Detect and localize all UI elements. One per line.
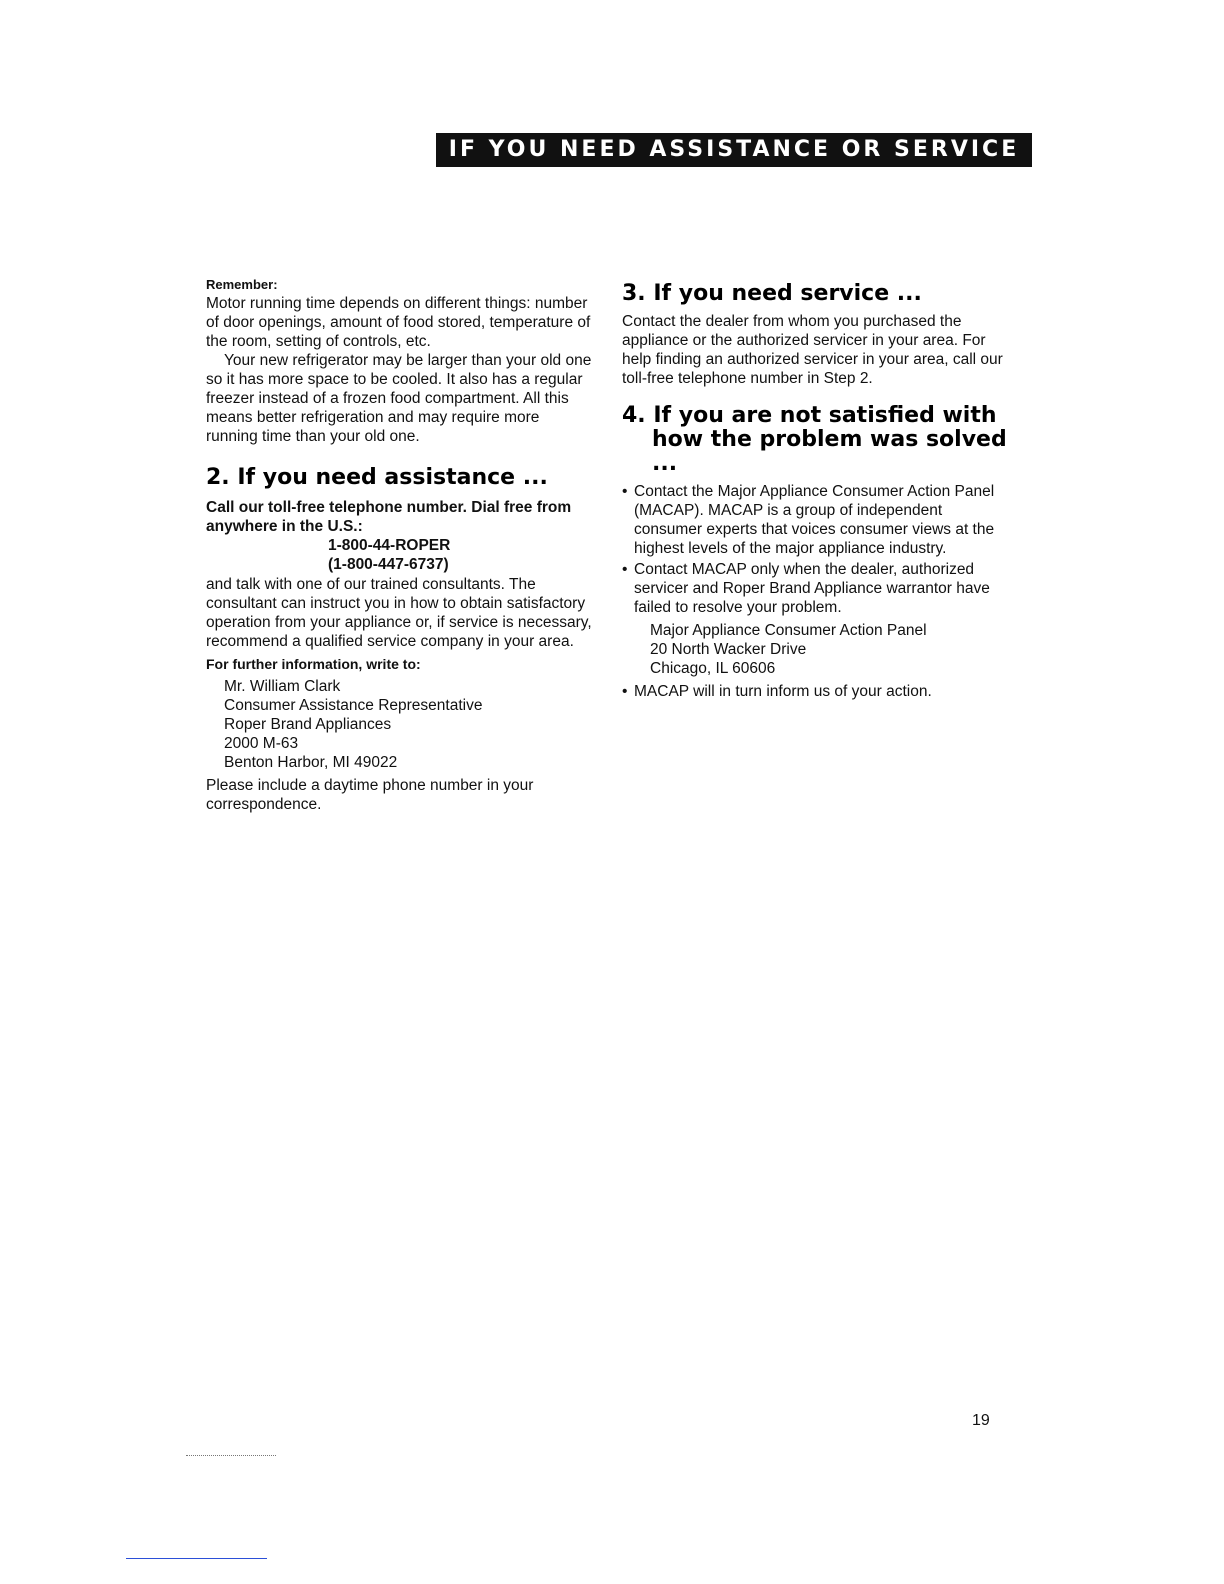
- roper-address: [206, 677, 592, 772]
- phone-number: (1-800-447-6737): [328, 556, 449, 573]
- macap-list: [622, 482, 1012, 617]
- further-info-label: For further information, write to:: [206, 656, 421, 672]
- phone-word: 1-800-44-ROPER: [328, 537, 451, 554]
- heading-need-service: 3. If you need service ...: [622, 281, 922, 306]
- macap-list-end: [622, 682, 1012, 701]
- address-line: Chicago, IL 60606: [650, 660, 776, 677]
- address-line: Consumer Assistance Representative: [224, 697, 483, 714]
- right-column: [622, 282, 1012, 703]
- call-toll-free-text: Call our toll-free telephone number. Dial free from anywhere in the U.S.:: [206, 499, 572, 535]
- list-item: • Contact MACAP only when the dealer, authorized servicer and Roper Brand Appliance warrantor have failed to resolve your problem.: [622, 560, 1012, 617]
- section-banner: IF YOU NEED ASSISTANCE OR SERVICE: [436, 133, 1032, 167]
- scan-artifact-line: [126, 1558, 267, 1559]
- list-item: • Contact the Major Appliance Consumer Action Panel (MACAP). MACAP is a group of independent consumer experts that voices consumer views at the highest levels of the major appliance industry.: [622, 482, 1012, 558]
- address-line: Benton Harbor, MI 49022: [224, 754, 398, 771]
- heading-not-satisfied: 4. If you are not satisfied with how the problem was solved ...: [622, 403, 1007, 476]
- scan-artifact: [186, 1455, 276, 1457]
- address-line: 2000 M-63: [224, 735, 299, 752]
- macap-address: [622, 621, 1012, 678]
- address-line: Mr. William Clark: [224, 678, 341, 695]
- heading-need-assistance: 2. If you need assistance ...: [206, 465, 548, 490]
- daytime-phone-note: Please include a daytime phone number in your correspondence.: [206, 777, 534, 813]
- remember-paragraph-1: Motor running time depends on different things: number of door openings, amount of food stored, temperature of the room, setting of controls, etc.: [206, 295, 591, 350]
- page-number: 19: [972, 1412, 990, 1429]
- address-line: Roper Brand Appliances: [224, 716, 392, 733]
- list-item: • MACAP will in turn inform us of your action.: [622, 682, 1012, 701]
- remember-label: Remember:: [206, 277, 278, 292]
- remember-paragraph-2: Your new refrigerator may be larger than your old one so it has more space to be cooled. It also has a regular freezer instead of a frozen food compartment. All this means better refrigeration and may require more running time than your old one.: [206, 352, 592, 445]
- left-column: [206, 275, 592, 814]
- consultant-paragraph: and talk with one of our trained consultants. The consultant can instruct you in how to obtain satisfactory operation from your appliance or, if service is necessary, recommend a qualified service company in your area.: [206, 576, 592, 650]
- service-paragraph: Contact the dealer from whom you purchased the appliance or the authorized servicer in your area. For help finding an authorized servicer in your area, call our toll-free telephone number in Step 2.: [622, 313, 1003, 387]
- address-line: Major Appliance Consumer Action Panel: [650, 622, 927, 639]
- address-line: 20 North Wacker Drive: [650, 641, 807, 658]
